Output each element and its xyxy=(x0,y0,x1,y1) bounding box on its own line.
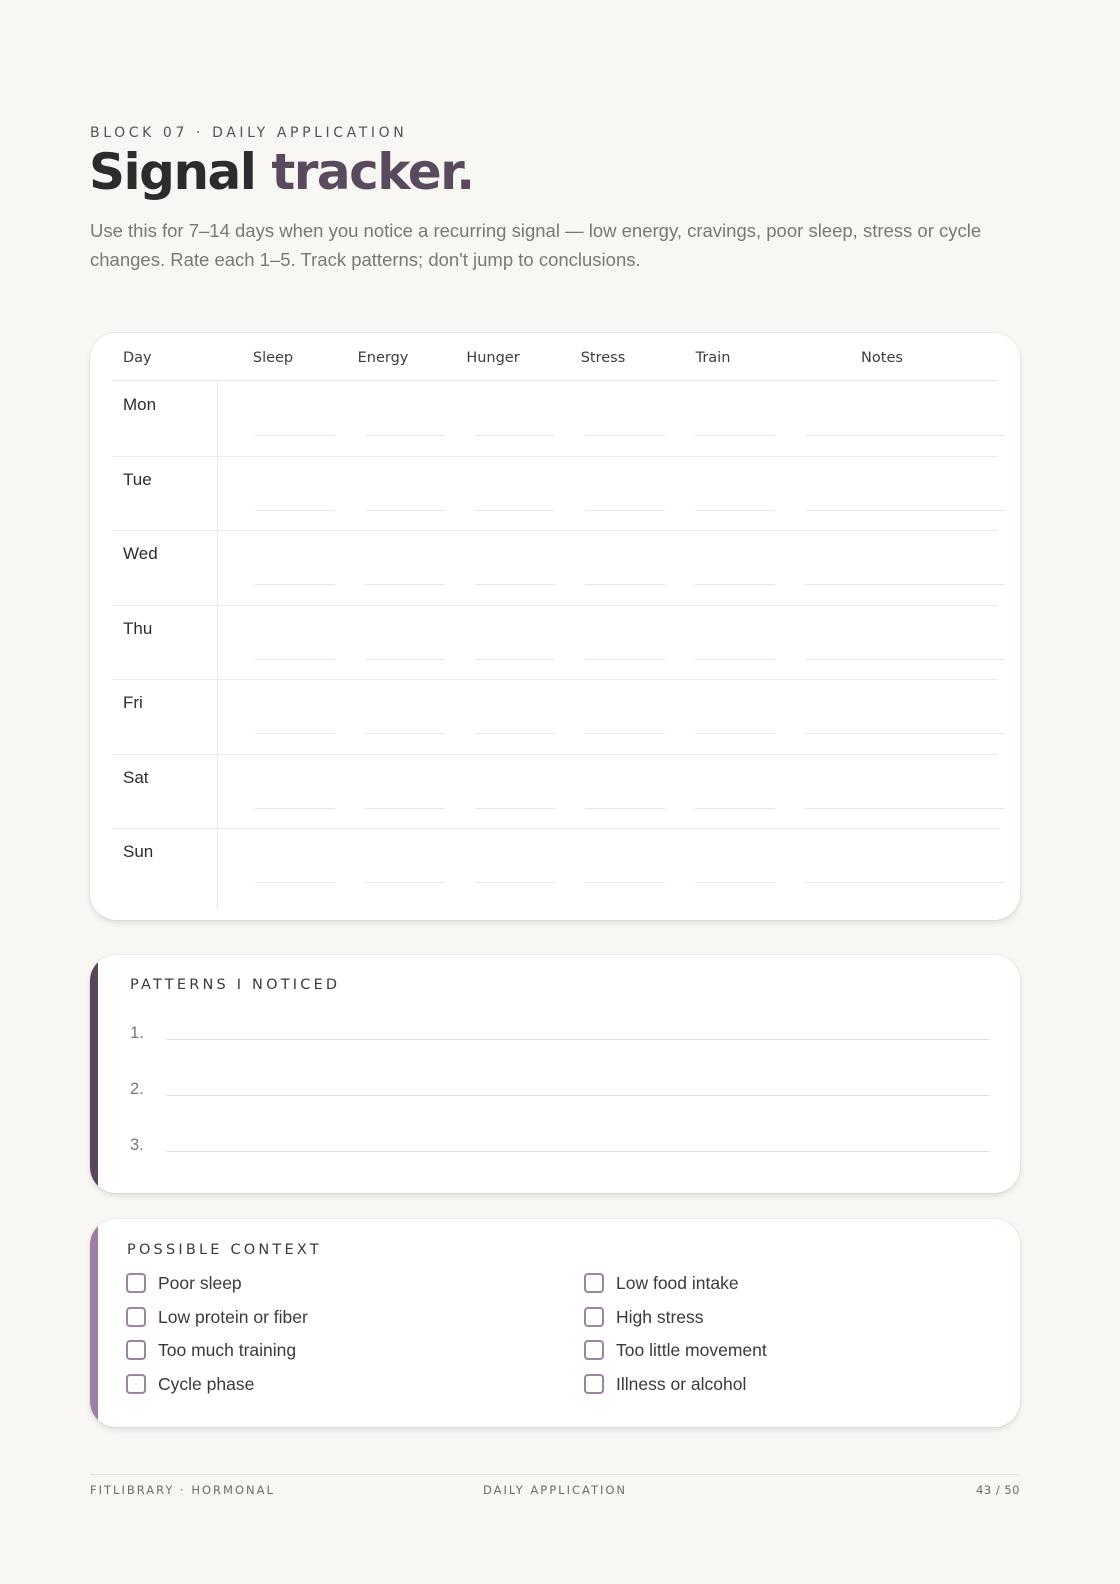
pattern-number: 3. xyxy=(130,1136,144,1154)
column-notes: Notes xyxy=(861,350,903,366)
notes-entry-line[interactable] xyxy=(805,733,1005,734)
checkbox-icon[interactable] xyxy=(584,1340,604,1360)
title-accent: tracker. xyxy=(271,143,474,201)
sleep-entry-line[interactable] xyxy=(255,808,335,809)
hunger-entry-line[interactable] xyxy=(475,882,555,883)
write-line[interactable] xyxy=(166,1151,990,1152)
notes-entry-line[interactable] xyxy=(805,435,1005,436)
table-row xyxy=(112,456,998,532)
table-row xyxy=(112,754,998,830)
energy-entry-line[interactable] xyxy=(365,733,445,734)
hunger-entry-line[interactable] xyxy=(475,435,555,436)
hunger-entry-line[interactable] xyxy=(475,584,555,585)
checkbox-label: Cycle phase xyxy=(158,1374,255,1394)
hunger-entry-line[interactable] xyxy=(475,733,555,734)
checkbox-label: Poor sleep xyxy=(158,1273,242,1293)
train-entry-line[interactable] xyxy=(695,510,775,511)
table-row xyxy=(112,828,998,903)
column-hunger: Hunger xyxy=(466,350,520,366)
stress-entry-line[interactable] xyxy=(585,733,665,734)
energy-entry-line[interactable] xyxy=(365,435,445,436)
day-label: Mon xyxy=(123,395,157,414)
checkbox-icon[interactable] xyxy=(584,1374,604,1394)
pattern-number: 1. xyxy=(130,1024,144,1042)
column-train: Train xyxy=(695,350,731,366)
checkbox-icon[interactable] xyxy=(126,1273,146,1293)
accent-bar xyxy=(90,955,98,1193)
hunger-entry-line[interactable] xyxy=(475,808,555,809)
sleep-entry-line[interactable] xyxy=(255,659,335,660)
patterns-label: PATTERNS I NOTICED xyxy=(130,977,341,993)
train-entry-line[interactable] xyxy=(695,659,775,660)
title-main: Signal xyxy=(89,143,256,201)
checkbox-icon[interactable] xyxy=(126,1307,146,1327)
train-entry-line[interactable] xyxy=(695,808,775,809)
checkbox-icon[interactable] xyxy=(126,1340,146,1360)
footer-section: DAILY APPLICATION xyxy=(482,1483,628,1497)
stress-entry-line[interactable] xyxy=(585,659,665,660)
sleep-entry-line[interactable] xyxy=(255,733,335,734)
table-row xyxy=(112,530,998,606)
checkbox-label: Low food intake xyxy=(616,1273,739,1293)
checkbox-icon[interactable] xyxy=(584,1307,604,1327)
sleep-entry-line[interactable] xyxy=(255,510,335,511)
footer-brand: FITLIBRARY · HORMONAL xyxy=(90,1483,275,1497)
hunger-entry-line[interactable] xyxy=(475,659,555,660)
pattern-number: 2. xyxy=(130,1080,144,1098)
sleep-entry-line[interactable] xyxy=(255,584,335,585)
sleep-entry-line[interactable] xyxy=(255,435,335,436)
tracker-table xyxy=(90,333,1020,920)
checkbox-label: Illness or alcohol xyxy=(616,1374,747,1394)
day-label: Sun xyxy=(123,842,154,861)
stress-entry-line[interactable] xyxy=(585,584,665,585)
notes-entry-line[interactable] xyxy=(805,659,1005,660)
energy-entry-line[interactable] xyxy=(365,882,445,883)
stress-entry-line[interactable] xyxy=(585,808,665,809)
notes-entry-line[interactable] xyxy=(805,808,1005,809)
stress-entry-line[interactable] xyxy=(585,435,665,436)
stress-entry-line[interactable] xyxy=(585,510,665,511)
checkbox-label: Low protein or fiber xyxy=(158,1307,308,1327)
column-energy: Energy xyxy=(357,350,409,366)
energy-entry-line[interactable] xyxy=(365,510,445,511)
checkbox-label: Too much training xyxy=(158,1340,297,1360)
checkbox-icon[interactable] xyxy=(126,1374,146,1394)
checkbox-icon[interactable] xyxy=(584,1273,604,1293)
table-header xyxy=(112,333,998,381)
write-line[interactable] xyxy=(166,1095,990,1096)
day-label: Thu xyxy=(123,618,153,638)
table-row xyxy=(112,605,998,681)
footer-divider xyxy=(90,1474,1020,1475)
table-row xyxy=(112,679,998,755)
accent-bar xyxy=(90,1219,98,1427)
eyebrow: BLOCK 07 · DAILY APPLICATION xyxy=(90,125,408,141)
train-entry-line[interactable] xyxy=(695,435,775,436)
day-label: Sat xyxy=(123,767,149,787)
train-entry-line[interactable] xyxy=(695,882,775,883)
patterns-card xyxy=(90,955,1020,1193)
pattern-line-1[interactable] xyxy=(130,1018,990,1048)
pattern-line-2[interactable] xyxy=(130,1074,990,1104)
page-number: 43 / 50 xyxy=(976,1483,1020,1497)
column-day: Day xyxy=(123,350,152,366)
stress-entry-line[interactable] xyxy=(585,882,665,883)
table-row xyxy=(112,381,998,457)
energy-entry-line[interactable] xyxy=(365,808,445,809)
train-entry-line[interactable] xyxy=(695,733,775,734)
context-card xyxy=(90,1219,1020,1427)
sleep-entry-line[interactable] xyxy=(255,882,335,883)
checkbox-label: Too little movement xyxy=(616,1340,767,1360)
notes-entry-line[interactable] xyxy=(805,882,1005,883)
intro-text: Use this for 7–14 days when you notice a recurring signal — low energy, cravings, poor sleep, stress or cycle changes. Rate each 1–5. Track patterns; don't jump to conclusions. xyxy=(90,220,982,270)
notes-entry-line[interactable] xyxy=(805,510,1005,511)
hunger-entry-line[interactable] xyxy=(475,510,555,511)
train-entry-line[interactable] xyxy=(695,584,775,585)
column-stress: Stress xyxy=(580,350,626,366)
page-title xyxy=(89,143,474,201)
energy-entry-line[interactable] xyxy=(365,584,445,585)
day-label: Wed xyxy=(123,544,158,563)
pattern-line-3[interactable] xyxy=(130,1130,990,1160)
energy-entry-line[interactable] xyxy=(365,659,445,660)
checkbox-label: High stress xyxy=(616,1307,704,1327)
context-label: POSSIBLE CONTEXT xyxy=(127,1242,322,1258)
day-label: Tue xyxy=(123,469,152,489)
write-line[interactable] xyxy=(166,1039,990,1040)
notes-entry-line[interactable] xyxy=(805,584,1005,585)
day-label: Fri xyxy=(123,693,143,712)
column-sleep: Sleep xyxy=(252,350,294,366)
